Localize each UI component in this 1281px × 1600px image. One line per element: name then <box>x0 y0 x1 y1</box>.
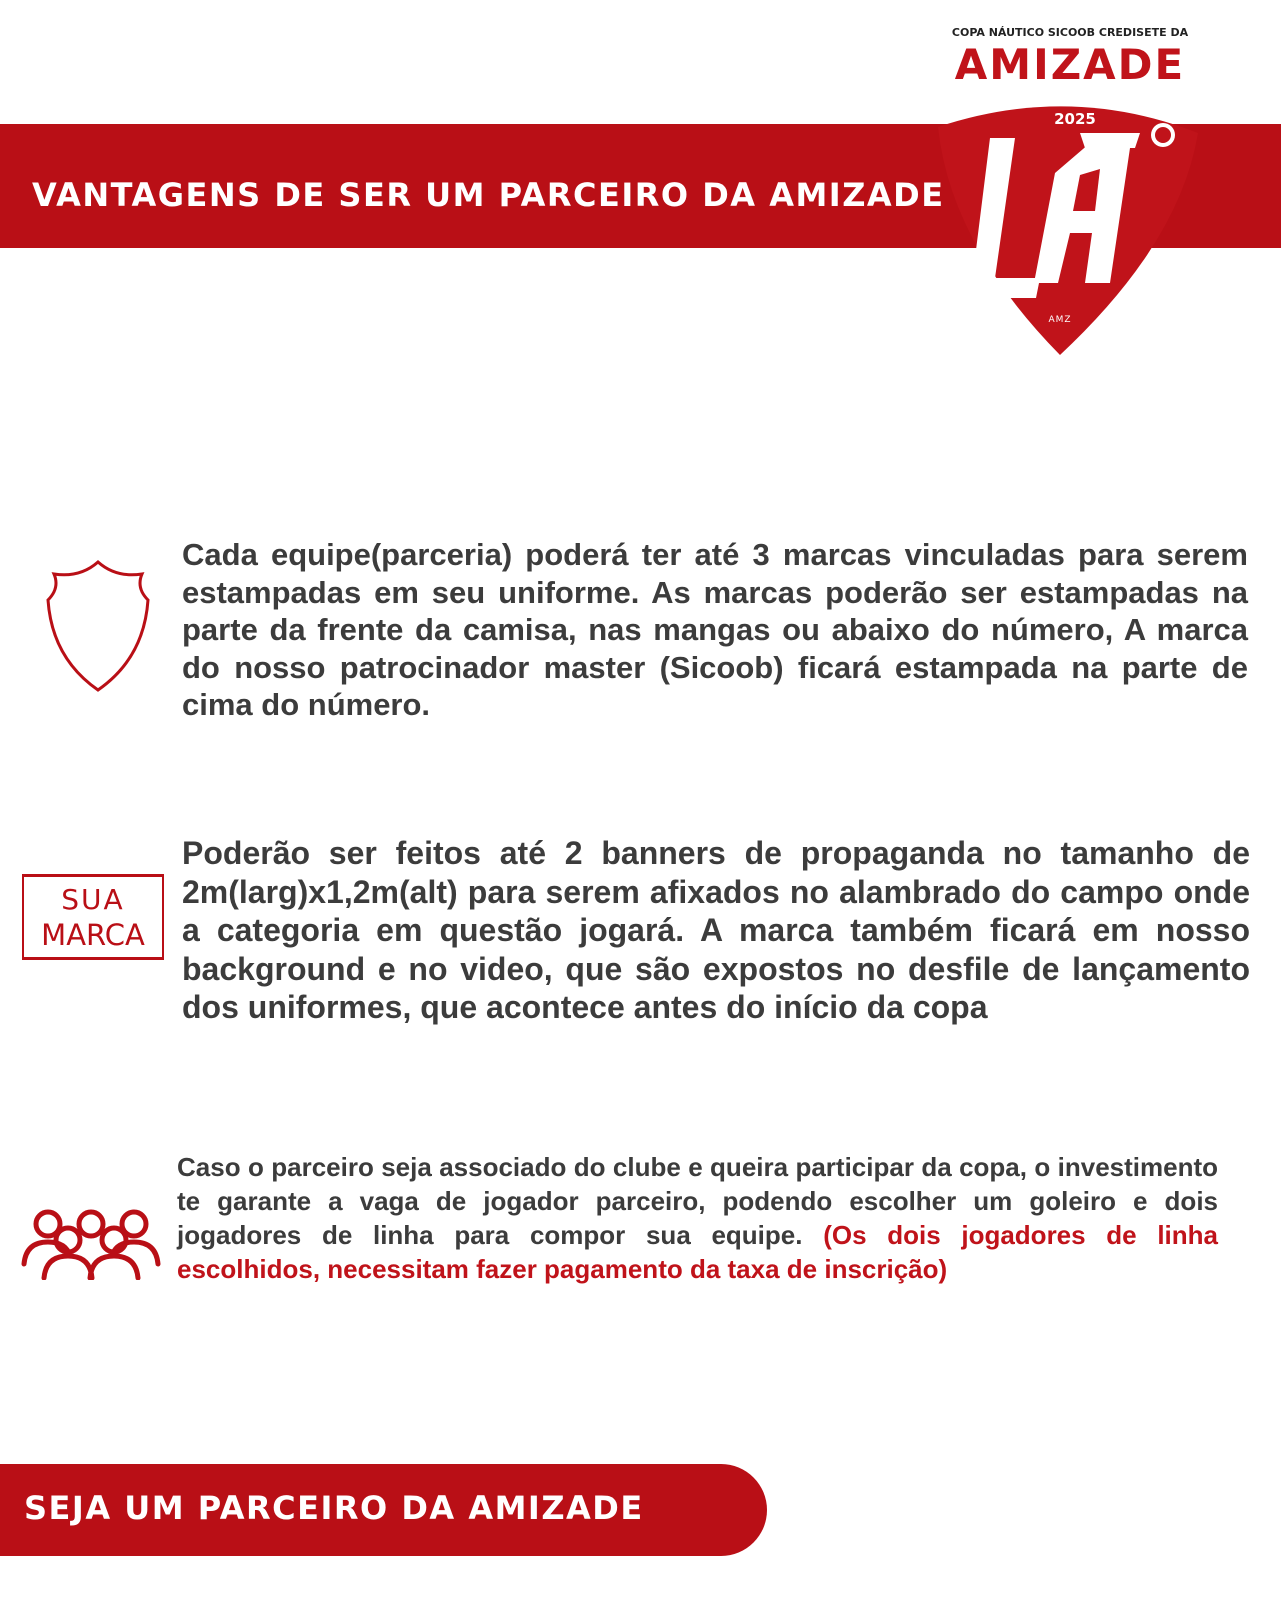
benefit-text-uniform: Cada equipe(parceria) poderá ter até 3 marcas vinculadas para serem estampadas em seu uniforme. As marcas poderão ser estampadas na parte da frente da camisa, nas mangas ou abaixo do número, A marca do nosso patrocinador master (Sicoob) ficará estampada na parte de cima do número. <box>182 537 1248 722</box>
group-people-icon <box>18 1204 164 1280</box>
benefit-player-note: (Os dois jogadores de linha escolhidos, necessitam fazer pagamento da taxa de inscrição) <box>177 1220 1218 1284</box>
header-title: VANTAGENS DE SER UM PARCEIRO DA AMIZADE <box>32 176 945 214</box>
shield-icon <box>44 558 152 694</box>
partner-cta-label[interactable]: SEJA UM PARCEIRO DA AMIZADE <box>24 1489 644 1527</box>
brand-label-sua: SUA <box>61 883 125 916</box>
logo-mark: AMZ <box>1048 315 1072 325</box>
logo-subtitle: COPA NÁUTICO SICOOB CREDISETE DA <box>951 26 1189 39</box>
event-logo <box>930 18 1210 348</box>
logo-title: AMIZADE <box>954 40 1186 89</box>
benefit-text-player <box>177 1150 1218 1286</box>
logo-year: 2025 <box>1054 110 1096 128</box>
benefit-text-banners: Poderão ser feitos até 2 banners de propaganda no tamanho de 2m(larg)x1,2m(alt) para serem afixados no alambrado do campo onde a categoria em questão jogará. A marca também ficará em nosso background e no video, que são expostos no desfile de lançamento dos uniformes, que acontece antes do início da copa <box>182 835 1250 1025</box>
brand-label-marca: MARCA <box>41 918 145 952</box>
brand-banner-icon <box>22 874 164 960</box>
benefit-player-main: Caso o parceiro seja associado do clube e queira participar da copa, o investimento te garante a vaga de jogador parceiro, podendo escolher um goleiro e dois jogadores de linha para compor sua equipe. <box>177 1152 1218 1250</box>
